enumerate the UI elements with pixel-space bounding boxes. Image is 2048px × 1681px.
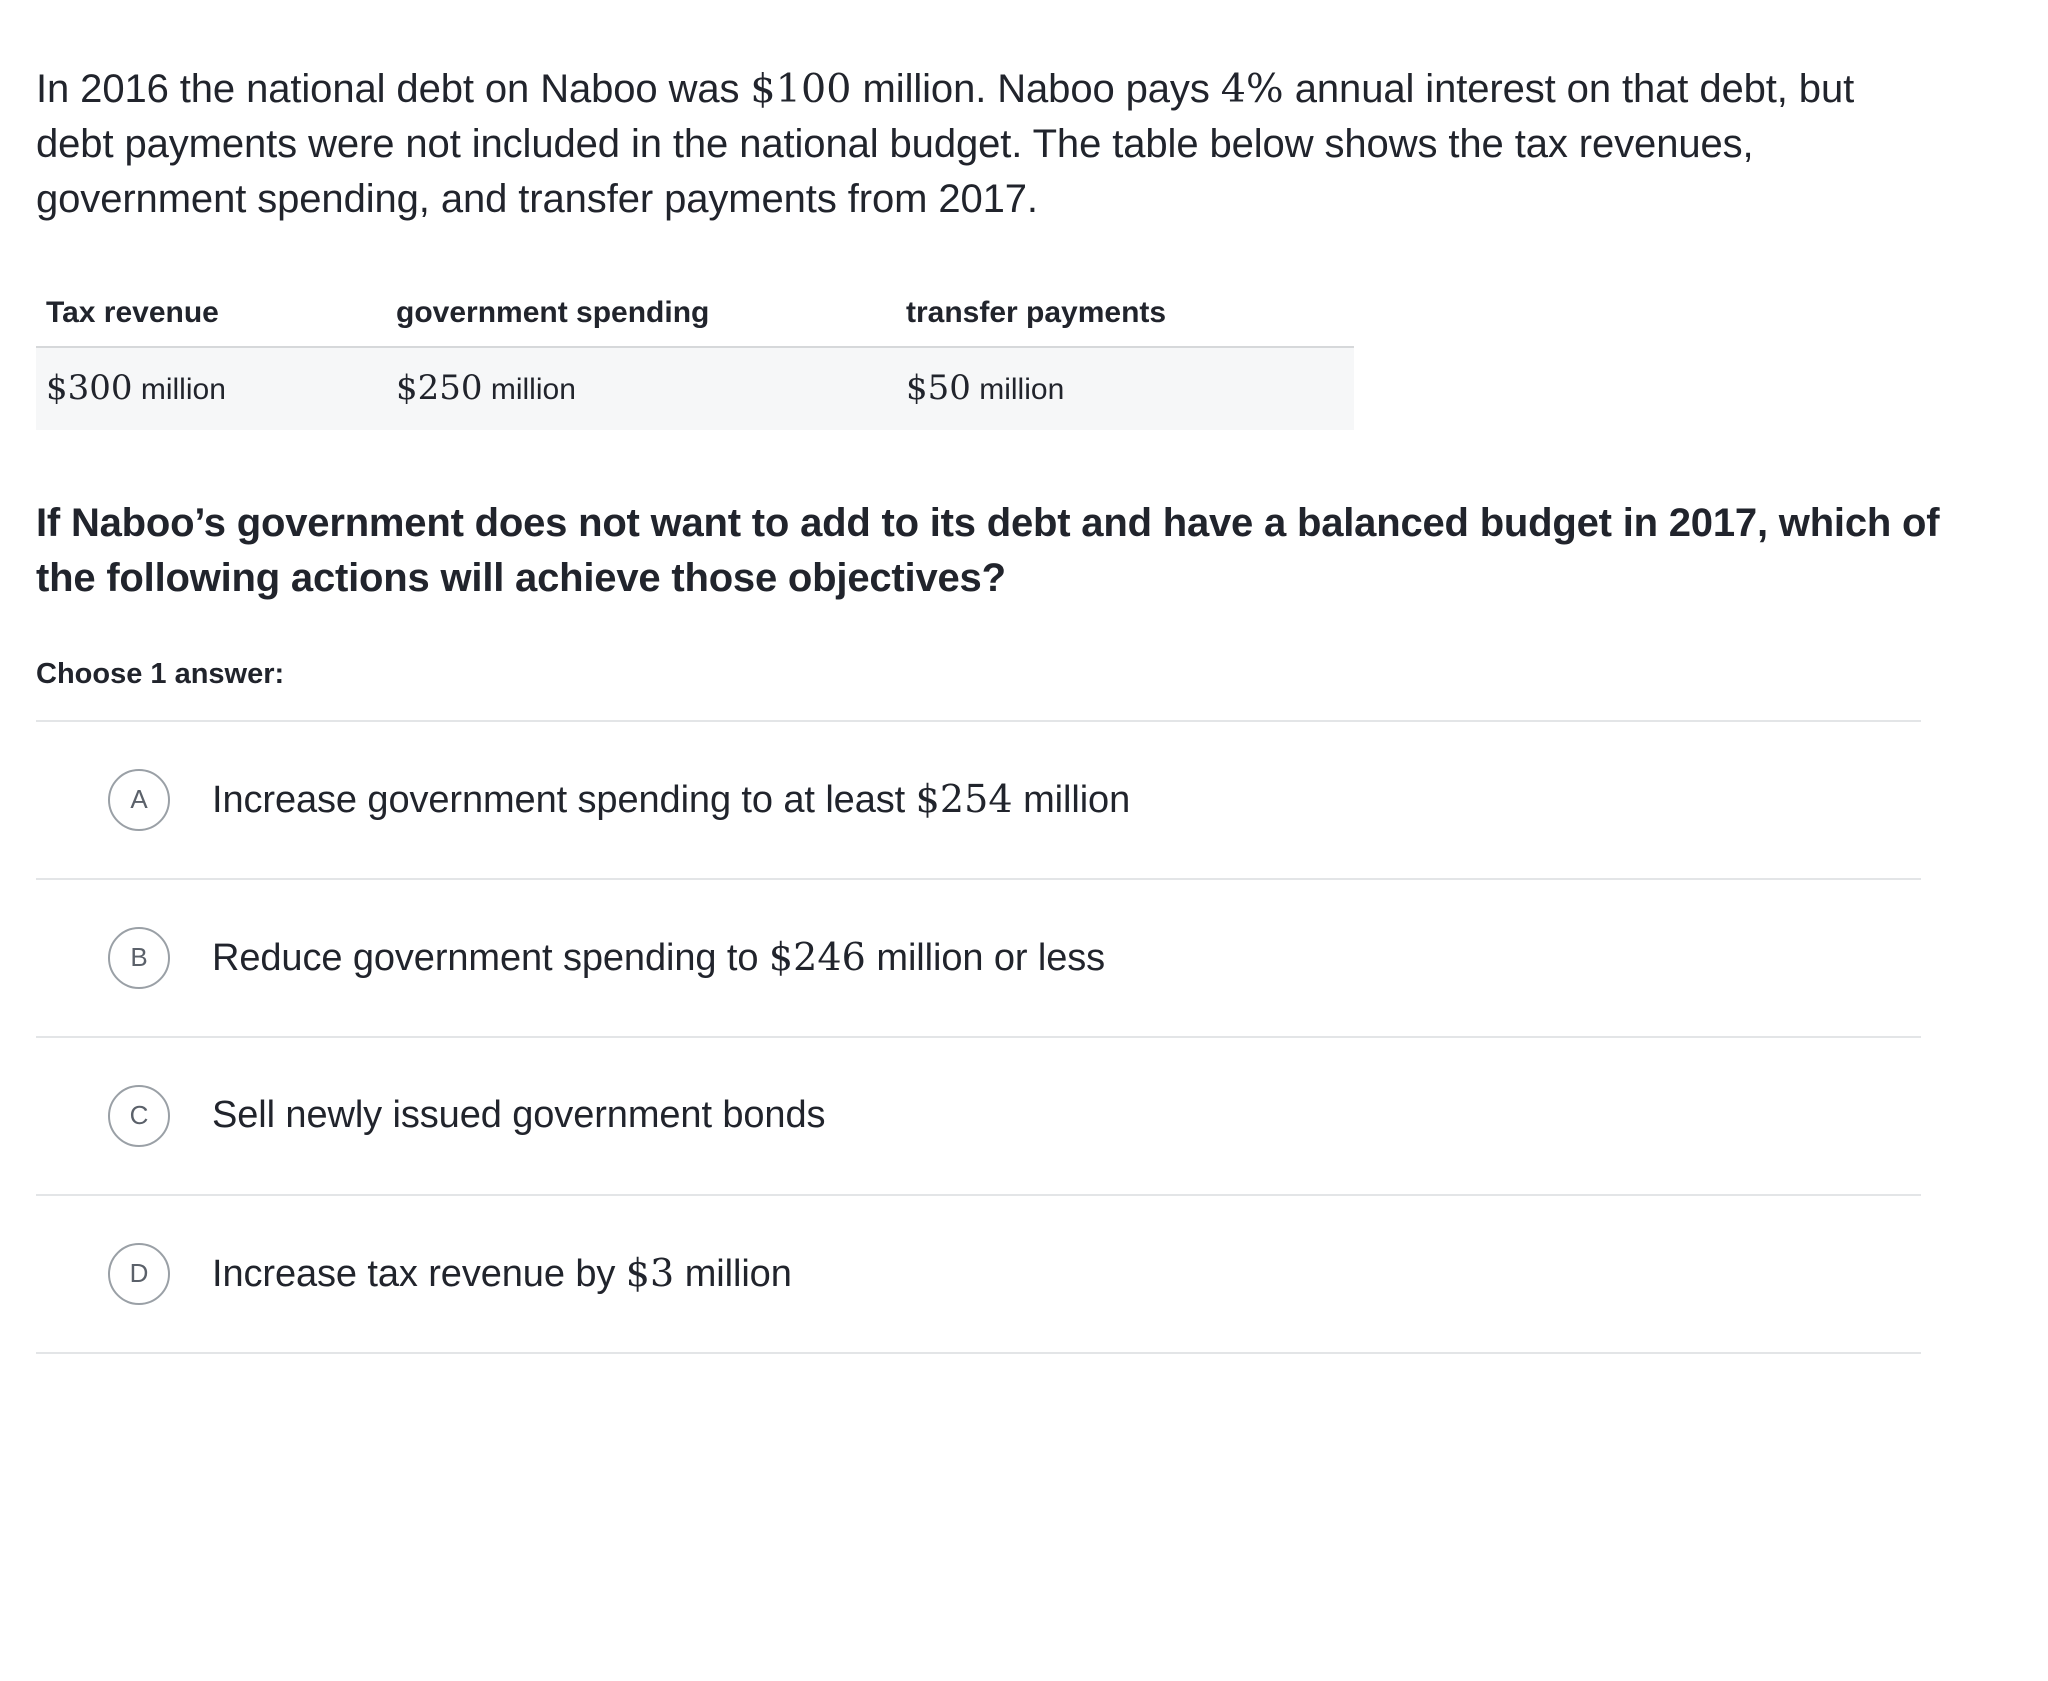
choice-bubble-a-icon[interactable]: A [108,769,170,831]
answer-choice-d[interactable] [36,1196,1921,1354]
answer-choice-c[interactable] [36,1038,1921,1196]
choice-text [212,775,1130,825]
cell-government-spending [386,347,896,430]
math-run: $254 [915,776,1013,821]
text-run: annual interest on that debt, but debt payments were not included in the national budget. The table below shows the tax revenues, government spending, and transfer payments from 2017. [36,67,1855,222]
cell-tax-revenue-amount: $300 [46,367,133,408]
math-run: $3 [625,1250,675,1295]
cell-tax-revenue-unit: million [132,372,226,406]
math-run: 4% [1220,66,1284,112]
math-run: $246 [768,934,866,979]
text-run: Sell newly issued government bonds [212,1094,826,1137]
fiscal-data-table [36,290,1354,430]
choose-instruction: Choose 1 answer: [36,657,285,690]
cell-transfer-payments [896,347,1354,430]
choice-bubble-c-icon[interactable]: C [108,1085,170,1147]
question-prompt: If Naboo’s government does not want to add to its debt and have a balanced budget in 2017, which of the following actions will achieve those objectives? [36,500,1940,600]
choice-text [212,1091,825,1140]
data-table-wrapper [36,290,1294,430]
table-header-transfer-payments: transfer payments [896,290,1354,347]
cell-transfer-payments-amount: $50 [906,367,971,408]
table-header-government-spending: government spending [386,290,896,347]
text-run: In 2016 the national debt on Naboo was [36,67,751,111]
table-header-tax-revenue: Tax revenue [36,290,386,347]
text-run: million [674,1252,792,1295]
cell-government-spending-amount: $250 [396,367,483,408]
cell-government-spending-unit: million [482,372,576,406]
answer-choice-a[interactable] [36,722,1921,880]
table-header-row [36,290,1354,347]
table-head [36,290,1354,347]
text-run: Increase tax revenue by [212,1252,626,1295]
cell-tax-revenue [36,347,386,430]
text-run: million or less [865,936,1106,979]
text-run: million [1012,778,1131,821]
question-stem [36,62,1941,228]
text-run: Reduce government spending to [212,936,769,979]
answer-choice-b[interactable] [36,880,1921,1038]
choice-bubble-d-icon[interactable]: D [108,1243,170,1305]
table-row [36,347,1354,430]
choice-bubble-b-icon[interactable]: B [108,927,170,989]
cell-transfer-payments-unit: million [970,372,1065,406]
text-run: Increase government spending to at least [212,778,916,821]
choice-text [212,933,1105,983]
answer-choices-list [36,720,1921,1354]
text-run: million. Naboo pays [851,67,1221,111]
math-run: $100 [750,66,852,112]
choice-text [212,1249,792,1299]
table-body [36,347,1354,430]
